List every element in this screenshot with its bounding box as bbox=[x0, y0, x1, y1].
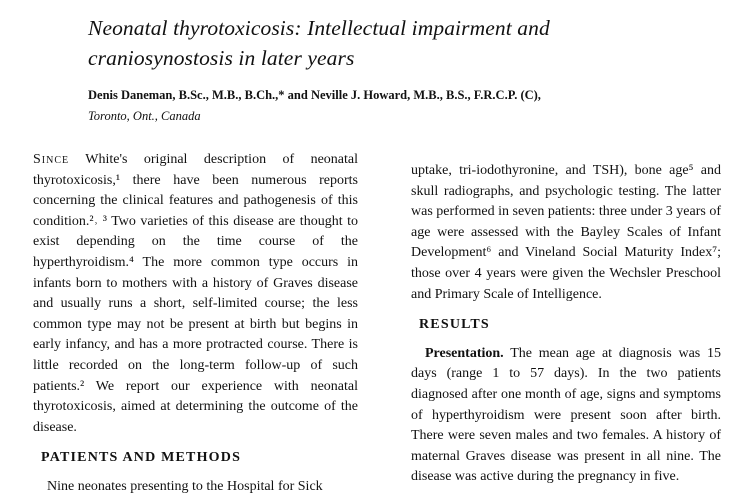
dropcap-word: Since bbox=[33, 152, 70, 167]
author-list: Denis Daneman, B.Sc., M.B., B.Ch.,* and Neville J. Howard, M.B., B.S., F.R.C.P. (C), bbox=[88, 88, 541, 102]
right-column bbox=[411, 161, 721, 488]
left-column bbox=[33, 150, 358, 498]
methods-paragraph: Nine neonates presenting to the Hospital for Sick bbox=[47, 478, 323, 494]
results-text: The mean age at diagnosis was 15 days (range 1 to 57 days). In the two patients diagnosed after one month of age, signs and symptoms of hyperthyroidism were present soon after birth. There were seven males and two females. A history of maternal Graves disease was present in all nine. The disease was active during the pregnancy in five. bbox=[411, 345, 721, 485]
methods-continuation: uptake, tri-iodothyronine, and TSH), bone age⁵ and skull radiographs, and psychologic testing. The latter was performed in seven patients: three under 3 years of age were assessed with the Bayley Scales of Infant Development⁶ and Vineland Social Maturity Index⁷; those over 4 years were given the Wechsler Preschool and Primary Scale of Intelligence. bbox=[411, 163, 721, 302]
presentation-subhead: Presentation. bbox=[425, 345, 504, 361]
title-line-1: Neonatal thyrotoxicosis: Intellectual impairment and bbox=[88, 16, 550, 40]
methods-heading: PATIENTS AND METHODS bbox=[41, 450, 242, 466]
intro-text: White's original description of neonatal thyrotoxicosis,¹ there have been numerous reports concerning the clinical features and pathogenesis of this condition.²˒ ³ Two varieties of this disease are thought to exist depending on the time course of the hyperthyroidism.⁴ The more common type occurs in infants born to mothers with a history of Graves disease and usually runs a short, self-limited course; the less common type may not be present at birth but begins in early infancy, and has a more protracted course. There is little recorded on the long-term follow-up of such patients.² We report our experience with neonatal thyrotoxicosis, aimed at determining the outcome of the disease. bbox=[33, 152, 358, 435]
results-heading: RESULTS bbox=[419, 317, 490, 333]
article-title bbox=[88, 13, 708, 73]
results-paragraph bbox=[411, 344, 721, 488]
author-affiliation: Toronto, Ont., Canada bbox=[88, 109, 201, 123]
title-line-2: craniosynostosis in later years bbox=[88, 46, 355, 70]
intro-paragraph bbox=[33, 150, 358, 438]
